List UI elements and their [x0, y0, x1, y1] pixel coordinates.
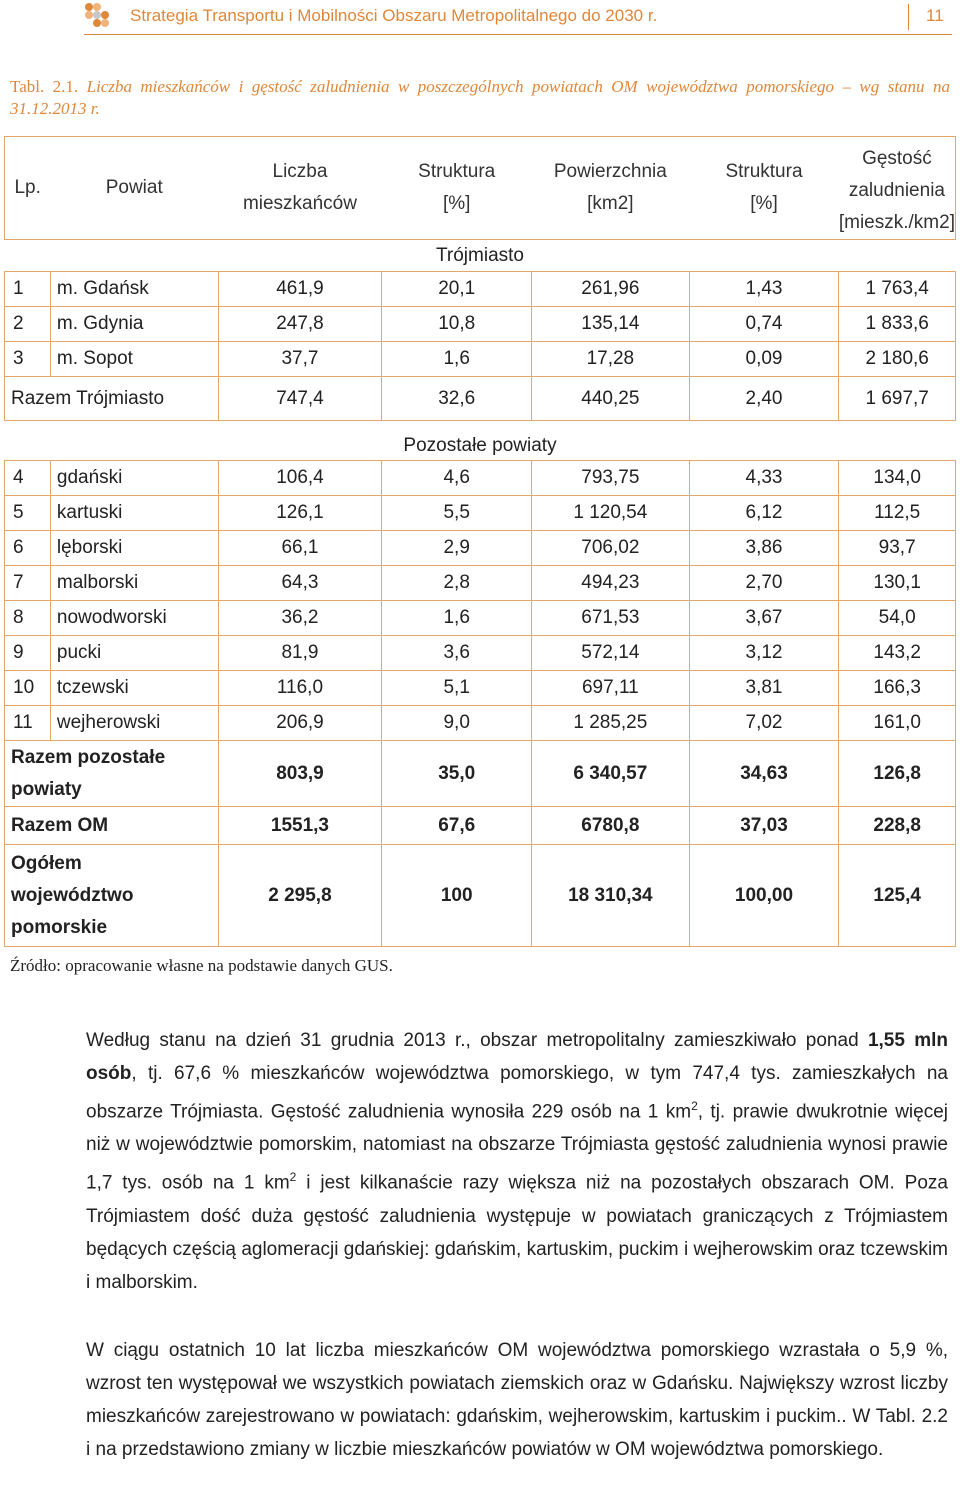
- cell-liczba: 247,8: [218, 307, 382, 342]
- cell-gestosc: 134,0: [839, 461, 956, 496]
- razem-trojmiasto-gest: 1 697,7: [839, 377, 956, 421]
- table-row: [5, 496, 956, 531]
- cell-struktura-2: 1,43: [689, 272, 839, 307]
- header-struktura-2: Struktura [%]: [689, 137, 839, 240]
- cell-powiat: m. Gdynia: [50, 307, 218, 342]
- paragraph-population-growth: W ciągu ostatnich 10 lat liczba mieszkańców OM województwa pomorskiego wzrastała o 5,9 %, wzrost ten występował we wszystkich powiatach ziemskich oraz w Gdańsku. Największy wzrost liczby mieszkańców zarejestrowano w powiatach: gdańskim, wejherowskim, kartuskim i puckim.. W Tabl. 2.2 i na przedstawiono zmiany w liczbie mieszkańców powiatów w OM województwa pomorskiego.: [86, 1340, 948, 1460]
- cell-struktura-1: 3,6: [382, 636, 532, 671]
- cell-liczba: 36,2: [218, 601, 382, 636]
- cell-powiat: gdański: [50, 461, 218, 496]
- cell-gestosc: 143,2: [839, 636, 956, 671]
- row-razem-pozostale: [5, 741, 956, 807]
- cell-gestosc: 166,3: [839, 671, 956, 706]
- p1-text-3: , tj. prawie dwukrotnie więcej niż w województwie pomorskim, natomiast na obszarze Trójmiasta gęstość zaludnienia wynosi prawie 1,7 tys. osób na 1 km: [86, 1101, 949, 1194]
- cell-struktura-2: 7,02: [689, 706, 839, 741]
- table-caption-label: Tabl. 2.1.: [10, 77, 79, 96]
- razem-om-s1: 67,6: [382, 807, 532, 845]
- cell-struktura-1: 4,6: [382, 461, 532, 496]
- p1-bold-population: 1,55 mln osób: [86, 1030, 948, 1084]
- row-razem-om: [5, 807, 956, 845]
- cell-powierzchnia: 17,28: [532, 342, 690, 377]
- cell-powiat: kartuski: [50, 496, 218, 531]
- cell-liczba: 116,0: [218, 671, 382, 706]
- cell-liczba: 81,9: [218, 636, 382, 671]
- cell-powierzchnia: 572,14: [532, 636, 690, 671]
- orange-cross-logo-icon: [84, 2, 110, 28]
- cell-struktura-1: 20,1: [382, 272, 532, 307]
- page-header: [0, 0, 960, 36]
- table-row: [5, 601, 956, 636]
- table-row: [5, 671, 956, 706]
- razem-pozostale-s2: 34,63: [689, 741, 839, 807]
- cell-lp: 5: [5, 496, 51, 531]
- razem-pozostale-pow: 6 340,57: [532, 741, 690, 807]
- cell-struktura-2: 0,09: [689, 342, 839, 377]
- cell-powiat: wejherowski: [50, 706, 218, 741]
- cell-gestosc: 54,0: [839, 601, 956, 636]
- razem-om-name: Razem OM: [5, 807, 219, 845]
- section-label-trojmiasto: Trójmiasto: [5, 240, 956, 272]
- cell-lp: 1: [5, 272, 51, 307]
- cell-lp: 3: [5, 342, 51, 377]
- cell-powiat: pucki: [50, 636, 218, 671]
- header-powierzchnia: Powierzchnia [km2]: [532, 137, 690, 240]
- cell-lp: 9: [5, 636, 51, 671]
- cell-struktura-1: 10,8: [382, 307, 532, 342]
- cell-gestosc: 161,0: [839, 706, 956, 741]
- ogolem-name: Ogółem województwo pomorskie: [5, 845, 219, 947]
- p1-text-2: , tj. 67,6 % mieszkańców województwa pomorskiego, w tym 747,4 tys. zamieszkałych na obszarze Trójmiasta. Gęstość zaludnienia wynosiła 229 osób na 1 km: [86, 1063, 948, 1123]
- razem-trojmiasto-s1: 32,6: [382, 377, 532, 421]
- razem-pozostale-s1: 35,0: [382, 741, 532, 807]
- razem-pozostale-gest: 126,8: [839, 741, 956, 807]
- razem-om-s2: 37,03: [689, 807, 839, 845]
- cell-struktura-1: 9,0: [382, 706, 532, 741]
- header-gestosc: Gęstość zaludnienia [mieszk./km2]: [839, 137, 956, 240]
- table-row: [5, 566, 956, 601]
- cell-struktura-2: 4,33: [689, 461, 839, 496]
- cell-gestosc: 93,7: [839, 531, 956, 566]
- cell-gestosc: 112,5: [839, 496, 956, 531]
- ogolem-pow: 18 310,34: [532, 845, 690, 947]
- p1-sup-2: 2: [289, 1170, 297, 1185]
- ogolem-liczba: 2 295,8: [218, 845, 382, 947]
- cell-powiat: m. Sopot: [50, 342, 218, 377]
- razem-trojmiasto-name: Razem Trójmiasto: [5, 377, 219, 421]
- cell-liczba: 206,9: [218, 706, 382, 741]
- cell-liczba: 106,4: [218, 461, 382, 496]
- cell-gestosc: 1 833,6: [839, 307, 956, 342]
- cell-powiat: m. Gdańsk: [50, 272, 218, 307]
- cell-liczba: 66,1: [218, 531, 382, 566]
- cell-lp: 7: [5, 566, 51, 601]
- cell-struktura-2: 3,86: [689, 531, 839, 566]
- cell-powierzchnia: 135,14: [532, 307, 690, 342]
- razem-pozostale-name: Razem pozostałe powiaty: [5, 741, 219, 807]
- cell-struktura-2: 3,81: [689, 671, 839, 706]
- ogolem-s1: 100: [382, 845, 532, 947]
- razem-pozostale-liczba: 803,9: [218, 741, 382, 807]
- table-caption-text: Liczba mieszkańców i gęstość zaludnienia w poszczególnych powiatach OM województwa pomorskiego – wg stanu na 31.12.2013 r.: [10, 77, 951, 118]
- trojmiasto-rows: [5, 272, 956, 377]
- cell-lp: 10: [5, 671, 51, 706]
- table-caption: [10, 76, 950, 120]
- cell-lp: 8: [5, 601, 51, 636]
- ogolem-gest: 125,4: [839, 845, 956, 947]
- cell-struktura-1: 2,8: [382, 566, 532, 601]
- header-powiat: Powiat: [50, 137, 218, 240]
- header-lp: Lp.: [5, 137, 51, 240]
- cell-struktura-2: 0,74: [689, 307, 839, 342]
- cell-powierzchnia: 1 120,54: [532, 496, 690, 531]
- header-liczba: Liczba mieszkańców: [218, 137, 382, 240]
- cell-powierzchnia: 697,11: [532, 671, 690, 706]
- cell-lp: 4: [5, 461, 51, 496]
- cell-powierzchnia: 706,02: [532, 531, 690, 566]
- cell-lp: 11: [5, 706, 51, 741]
- ogolem-s2: 100,00: [689, 845, 839, 947]
- header-rule: [84, 34, 952, 35]
- cell-lp: 6: [5, 531, 51, 566]
- row-razem-trojmiasto: [5, 377, 956, 421]
- cell-liczba: 37,7: [218, 342, 382, 377]
- razem-om-liczba: 1551,3: [218, 807, 382, 845]
- section-row-pozostale: [5, 421, 956, 461]
- header-struktura-1: Struktura [%]: [382, 137, 532, 240]
- razem-trojmiasto-pow: 440,25: [532, 377, 690, 421]
- paragraph-population-summary: [86, 1024, 948, 1299]
- cell-struktura-2: 3,12: [689, 636, 839, 671]
- cell-struktura-1: 1,6: [382, 601, 532, 636]
- section-label-pozostale: Pozostałe powiaty: [5, 421, 956, 461]
- table-row: [5, 272, 956, 307]
- table-row: [5, 342, 956, 377]
- razem-trojmiasto-liczba: 747,4: [218, 377, 382, 421]
- cell-powierzchnia: 1 285,25: [532, 706, 690, 741]
- table-row: [5, 636, 956, 671]
- cell-struktura-2: 6,12: [689, 496, 839, 531]
- cell-lp: 2: [5, 307, 51, 342]
- cell-powiat: tczewski: [50, 671, 218, 706]
- cell-powierzchnia: 793,75: [532, 461, 690, 496]
- cell-struktura-2: 3,67: [689, 601, 839, 636]
- table-source-note: Źródło: opracowanie własne na podstawie danych GUS.: [10, 956, 393, 975]
- cell-gestosc: 130,1: [839, 566, 956, 601]
- cell-powiat: nowodworski: [50, 601, 218, 636]
- cell-struktura-1: 2,9: [382, 531, 532, 566]
- razem-om-pow: 6780,8: [532, 807, 690, 845]
- population-table: [4, 136, 956, 947]
- table-row: [5, 531, 956, 566]
- p1-text-1: Według stanu na dzień 31 grudnia 2013 r., obszar metropolitalny zamieszkiwało ponad: [86, 1030, 868, 1051]
- razem-trojmiasto-s2: 2,40: [689, 377, 839, 421]
- document-title: Strategia Transportu i Mobilności Obszaru Metropolitalnego do 2030 r.: [130, 6, 658, 25]
- cell-struktura-2: 2,70: [689, 566, 839, 601]
- cell-liczba: 461,9: [218, 272, 382, 307]
- table-row: [5, 706, 956, 741]
- cell-struktura-1: 5,1: [382, 671, 532, 706]
- table-header-row: [5, 137, 956, 240]
- cell-liczba: 126,1: [218, 496, 382, 531]
- cell-liczba: 64,3: [218, 566, 382, 601]
- table-row: [5, 307, 956, 342]
- cell-powierzchnia: 494,23: [532, 566, 690, 601]
- section-row-trojmiasto: [5, 240, 956, 272]
- cell-struktura-1: 1,6: [382, 342, 532, 377]
- cell-powierzchnia: 671,53: [532, 601, 690, 636]
- header-separator: [908, 4, 909, 30]
- cell-powiat: malborski: [50, 566, 218, 601]
- cell-gestosc: 2 180,6: [839, 342, 956, 377]
- razem-om-gest: 228,8: [839, 807, 956, 845]
- cell-powierzchnia: 261,96: [532, 272, 690, 307]
- cell-gestosc: 1 763,4: [839, 272, 956, 307]
- page-number: 11: [926, 6, 944, 25]
- pozostale-rows: [5, 461, 956, 741]
- p1-text-4: i jest kilkanaście razy większa niż na pozostałych obszarach OM. Poza Trójmiastem dość duża gęstość zaludnienia występuje w powiatach graniczących z Trójmiastem będących częścią aglomeracji gdańskiej: gdańskim, kartuskim, puckim i wejherowskim oraz tczewskim i malborskim.: [86, 1172, 948, 1293]
- table-row: [5, 461, 956, 496]
- p1-sup-1: 2: [691, 1099, 698, 1113]
- cell-powiat: lęborski: [50, 531, 218, 566]
- row-ogolem: [5, 845, 956, 947]
- cell-struktura-1: 5,5: [382, 496, 532, 531]
